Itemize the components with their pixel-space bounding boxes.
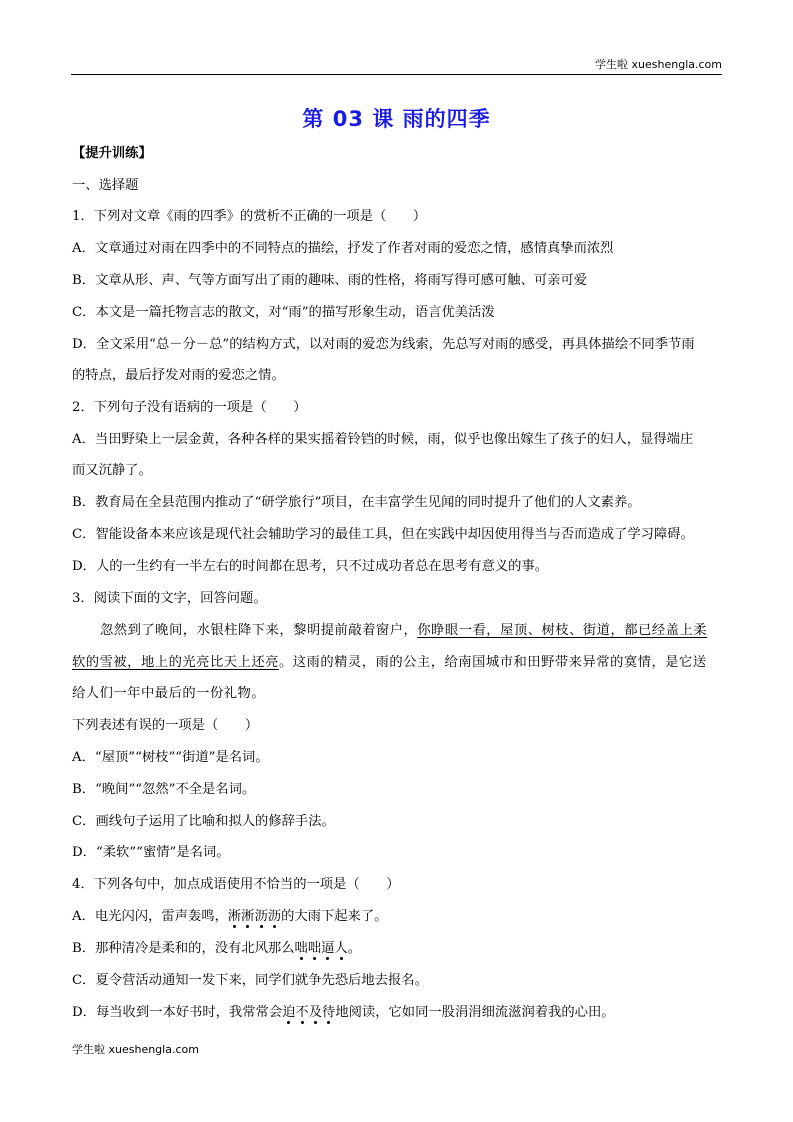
q3-passage-line-2 <box>72 653 707 673</box>
dotted-char: 淅 <box>227 909 242 924</box>
option-text: C．夏令营活动通知一发下来，同学们就 <box>72 973 309 988</box>
q4-option-a <box>72 907 387 927</box>
dotted-char: 迫 <box>282 1005 296 1020</box>
q4-option-b <box>72 939 361 959</box>
option-text: 地阅读，它如同一股涓涓细流滋润着我的心田。 <box>335 1005 615 1020</box>
q4-stem: 4．下列各句中，加点成语使用不恰当的一项是（ ） <box>72 877 400 892</box>
option-text: B．那种清冷是柔和的，没有北风那么 <box>72 941 295 956</box>
q3-option-b: B．“晚间”“忽然”不全是名词。 <box>72 782 256 797</box>
dotted-char: 不 <box>295 1005 309 1020</box>
q3-ask: 下列表述有误的一项是（ ） <box>72 718 259 733</box>
page-title: 第 03 课 雨的四季 <box>302 107 491 131</box>
section-heading: 【提升训练】 <box>72 146 152 161</box>
option-text: D．每当收到一本好书时，我常常会 <box>72 1005 283 1020</box>
passage-text: 忽然到了晚间，水银柱降下来，黎明提前敲着窗户， <box>100 623 418 638</box>
q2-stem: 2．下列句子没有语病的一项是（ ） <box>72 400 307 415</box>
q2-option-a-cont: 而又沉静了。 <box>72 463 152 478</box>
q1-stem: 1．下列对文章《雨的四季》的赏析不正确的一项是（ ） <box>72 209 427 224</box>
q1-option-c: C．本文是一篇托物言志的散文，对“雨”的描写形象生动，语言优美活泼 <box>72 305 495 320</box>
q3-passage-line-3: 给人们一年中最后的一份礼物。 <box>72 686 266 701</box>
q2-option-b: B．教育局在全县范围内推动了“研学旅行”项目，在丰富学生见闻的同时提升了他们的人文素养。 <box>72 495 641 510</box>
dotted-char: 淅 <box>241 909 255 924</box>
q2-option-d: D．人的一生约有一半左右的时间都在思考，只不过成功者总在思考有意义的事。 <box>72 559 549 574</box>
q3-passage-line-1 <box>100 621 707 641</box>
q2-option-c: C．智能设备本来应该是现代社会辅助学习的最佳工具，但在实践中却因使用得当与否而造成了学习障碍。 <box>72 527 694 542</box>
q2-option-a: A．当田野染上一层金黄，各种各样的果实摇着铃铛的时候，雨，似乎也像出嫁生了孩子的妇人，显得端庄 <box>72 432 694 447</box>
dotted-char: 咄 <box>294 941 308 956</box>
page-header <box>71 56 722 75</box>
dotted-char: 沥 <box>254 909 268 924</box>
q1-option-d: D．全文采用“总－分－总”的结构方式，以对雨的爱恋为线索，先总写对雨的感受，再具体描绘不同季节雨 <box>72 337 695 352</box>
idiom-text: 争先恐后 <box>308 973 362 988</box>
dotted-char: 逼 <box>321 941 335 956</box>
header-site: 学生啦 xueshengla.com <box>595 58 722 71</box>
dotted-char: 待 <box>322 1005 336 1020</box>
underlined-sentence-cont: 软的雪被，地上的光亮比天上还亮 <box>72 655 279 670</box>
option-text: A．电光闪闪，雷声轰鸣， <box>72 909 228 924</box>
dotted-char: 及 <box>308 1005 323 1020</box>
q1-option-d-cont: 的特点，最后抒发对雨的爱恋之情。 <box>72 368 285 383</box>
part-heading: 一、选择题 <box>72 178 139 193</box>
passage-text: 。这雨的精灵，雨的公主，给南国城市和田野带来异常的寞情，是它送 <box>278 655 707 670</box>
dotted-char: 人 <box>334 941 348 956</box>
underlined-sentence: 你睁眼一看，屋顶、树枝、街道，都已经盖上柔 <box>417 623 708 638</box>
option-text: 的大雨下起来了。 <box>281 909 388 924</box>
option-text: 。 <box>347 941 362 956</box>
q4-option-d <box>72 1003 615 1023</box>
q3-option-d: D．“柔软”“蜜情”是名词。 <box>72 845 230 860</box>
option-text: 地去报名。 <box>361 973 428 988</box>
page-footer: 学生啦 xueshengla.com <box>72 1043 199 1056</box>
q3-stem: 3．阅读下面的文字，回答问题。 <box>72 591 267 606</box>
q3-option-a: A．“屋顶”“树枝”“街道”是名词。 <box>72 750 269 765</box>
dotted-char: 沥 <box>267 909 282 924</box>
q3-option-c: C．画线句子运用了比喻和拟人的修辞手法。 <box>72 814 335 829</box>
dotted-char: 咄 <box>307 941 322 956</box>
q1-option-a: A．文章通过对雨在四季中的不同特点的描绘，抒发了作者对雨的爱恋之情，感情真挚而浓烈 <box>72 241 614 256</box>
q4-option-c <box>72 971 428 991</box>
q1-option-b: B．文章从形、声、气等方面写出了雨的趣味、雨的性格，将雨写得可感可触、可亲可爱 <box>72 273 588 288</box>
